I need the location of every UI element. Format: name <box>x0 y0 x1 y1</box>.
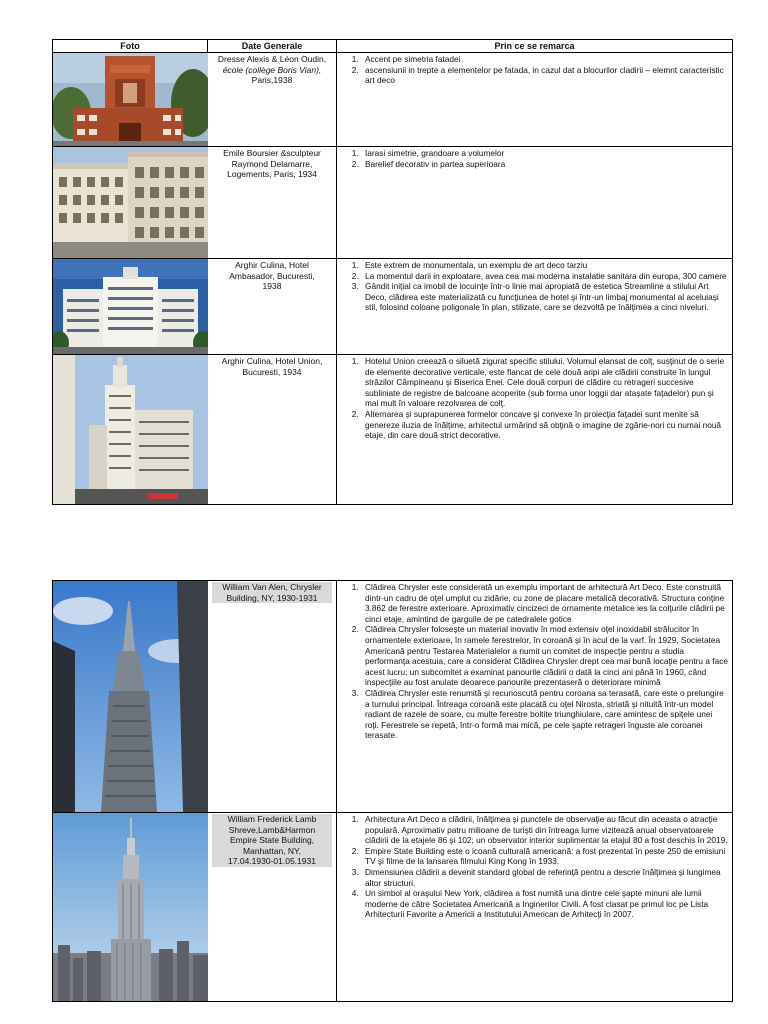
table-header-row <box>53 40 733 53</box>
table-row <box>53 147 733 259</box>
table-art-deco-new-york <box>52 580 733 1002</box>
header-info: Date Generale <box>208 40 337 53</box>
photo-hotel-ambasador <box>53 259 208 354</box>
photo-chrysler-building <box>53 581 208 812</box>
table-row <box>53 259 733 355</box>
note-item: 3. Dimensiunea clădirii a devenit standard global de referinţă pentru a descrie înălţimea şi lungimea altor structuri. <box>361 867 728 888</box>
note-item: 1. Arhitectura Art Deco a clădirii, înălţimea şi punctele de observaţie au făcut din aceasta o atracţie populară. Aproximativ patru milioane de turişti din întreaga lume vizitează anual observatoarele clădirii de la etajele 86 şi 102; un observator interior suplimentar la etajul 80 a fost deschis în 2019. <box>361 814 728 846</box>
photo-cell <box>53 53 208 147</box>
photo-empire-state-building <box>53 813 208 1001</box>
photo-ecole-boris-vian <box>53 53 208 146</box>
note-item: 2. Barelief decorativ in partea superioara <box>361 159 728 170</box>
info-line: école (collège Boris Vian), <box>222 64 322 75</box>
info-line: Arghir Culina, Hotel Union, <box>221 356 323 366</box>
header-photo: Foto <box>53 40 208 53</box>
info-line: William Van Alen, Chrysler <box>212 582 332 593</box>
photo-cell <box>53 355 208 505</box>
note-item: 2. ascensiunii in trepte a elementelor pe fatada, in cazul dat a blocurilor cladirii – elemnt caracteristic art deco <box>361 65 728 86</box>
info-line: Arghir Culina, Hotel <box>235 260 309 270</box>
notes-cell <box>337 259 733 355</box>
notes-cell <box>337 813 733 1002</box>
info-line: 17.04.1930-01.05.1931 <box>212 856 332 867</box>
info-line: Bucuresti, 1934 <box>242 366 302 377</box>
info-line: Manhattan, NY, <box>212 846 332 857</box>
note-item: 3. Gândit iniţial ca imobil de locuinţe într-o linie mai apropiată de estetica Streamline a stilului Art Deco, clădirea este materializată cu funcţiunea de hotel şi într-un limbaj monumental al aceluiaşi stil, folosind coloane poligonale în plan, stilizate, care se dezvoltă pe înălţimea a cinci niveluri. <box>361 281 728 313</box>
note-item: 1. Hotelul Union creează o siluetă zigurat specific stilului. Volumul elansat de colţ, susţinut de o serie de elemente decorative verticale, este flancat de cele două aripi ale clădirii construite în lungul străzilor Câmpineanu şi Biserica Enei. Cele două corpuri de clădire cu retrageri succesive subliniate de registre de balcoane acoperite (sub forma unor loggii dar ataşate faţadelor) pun şi mai mult în valoare rezolvarea de colţ. <box>361 356 728 409</box>
table-row <box>53 53 733 147</box>
info-cell <box>208 813 337 1002</box>
note-item: 2. Empire State Building este o icoană culturală americană: a fost prezentat în peste 250 de emisiuni TV şi filme de la lansarea filmului King Kong în 1933. <box>361 846 728 867</box>
note-item: 1. Clădirea Chrysler este considerată un exemplu important de arhitectură Art Deco. Este construită dintr-un cadru de oţel umplut cu zidărie, cu zone de placare metalică decorativă. Structura conţine 3.862 de ferestre exterioare. Aproximativ cincizeci de ornamente metalice ies la colţurile clădirii pe cinci etaje, amintind de garguile de pe catedralele gotice <box>361 582 728 624</box>
info-line: Empire State Building, <box>212 835 332 846</box>
note-item: 1. Este extrem de monumentala, un exemplu de art deco tarziu <box>361 260 728 271</box>
info-line: Emile Boursier &sculpteur <box>223 148 321 158</box>
notes-cell <box>337 53 733 147</box>
info-cell <box>208 259 337 355</box>
photo-cell <box>53 813 208 1002</box>
photo-logements-paris <box>53 147 208 258</box>
note-item: 2. Alternarea şi suprapunerea formelor concave şi convexe în proiecţia faţadei sunt menite să genereze iluzia de înălţime, arhitectul urmărind să obţină o imagine de zgârie-nori cu numai nouă etaje, din care două strict decorative. <box>361 409 728 441</box>
note-item: 4. Un simbol al oraşului New York, clădirea a fost numită una dintre cele şapte minuni ale lumii moderne de către Societatea Americană a Inginerilor Civili. A fost clasat pe primul loc pe Lista Arhitecturii Favorite a Americii a Institutului American de Arhitecţi în 2007. <box>361 888 728 920</box>
info-line: 1938 <box>262 281 282 292</box>
info-cell <box>208 147 337 259</box>
info-line: Ambasador, Bucuresti, <box>229 270 315 281</box>
info-line: Raymond Delamarre, <box>231 158 313 169</box>
info-line: Building, NY, 1930-1931 <box>212 593 332 604</box>
notes-cell <box>337 581 733 813</box>
table-row <box>53 581 733 813</box>
info-line: Dresse Alexis & Léon Oudin, <box>217 54 327 64</box>
note-item: 3. Clădirea Chrysler este renumită şi recunoscută pentru coroana sa terasată, care este o prelungire a turnului principal. Întreaga coroană este placată cu oţel Nirosta, striată şi nituită într-un model radiant de razele de soare, cu multe ferestre boltite triunghiulare, care amintesc de spiţele unei roţi. Ferestrele se repetă, într-o formă mai mică, pe cele şapte retrageri înguste ale coroanei terasate. <box>361 688 728 741</box>
info-cell <box>208 53 337 147</box>
info-line: Logements, Paris, 1934 <box>227 169 317 180</box>
note-item: 1. Accent pe simetria fatadei <box>361 54 728 65</box>
header-notes: Prin ce se remarca <box>337 40 733 53</box>
info-cell <box>208 581 337 813</box>
photo-cell <box>53 581 208 813</box>
table-row <box>53 355 733 505</box>
notes-cell <box>337 355 733 505</box>
table-row <box>53 813 733 1002</box>
photo-cell <box>53 147 208 259</box>
photo-cell <box>53 259 208 355</box>
table-art-deco-europe <box>52 39 733 505</box>
info-line: Paris,1938 <box>251 75 293 86</box>
info-line: William Frederick Lamb <box>212 814 332 825</box>
info-cell <box>208 355 337 505</box>
notes-cell <box>337 147 733 259</box>
note-item: 2. Clădirea Chrysler foloseşte un material inovativ în mod extensiv oţel inoxidabil strălucitor în ornamentele exterioare, în ramele ferestrelor, în coroană şi în acul de la varf. În 1929, Societatea Americană pentru Testarea Materialelor a numit un comitet de inspecţie pentru a studia performanţa acestuia, care a considerat Clădirea Chrysler drept cea mai bună locaţie pentru a face acest lucru; un subcomitet a examinat panourile clădirii o dată la cinci ani până în 1960, când inspecţiile au fost anulate deoarece panourile prezentaseră o deteriorare minimă <box>361 624 728 688</box>
info-line: Shreve,Lamb&Harmon <box>212 825 332 836</box>
photo-hotel-union <box>53 355 208 504</box>
note-item: 2. La momentul darii in exploatare, avea cea mai moderna instalatie sanitara din europa, 300 camere <box>361 271 728 282</box>
note-item: 1. Iarasi simetrie, grandoare a volumelor <box>361 148 728 159</box>
